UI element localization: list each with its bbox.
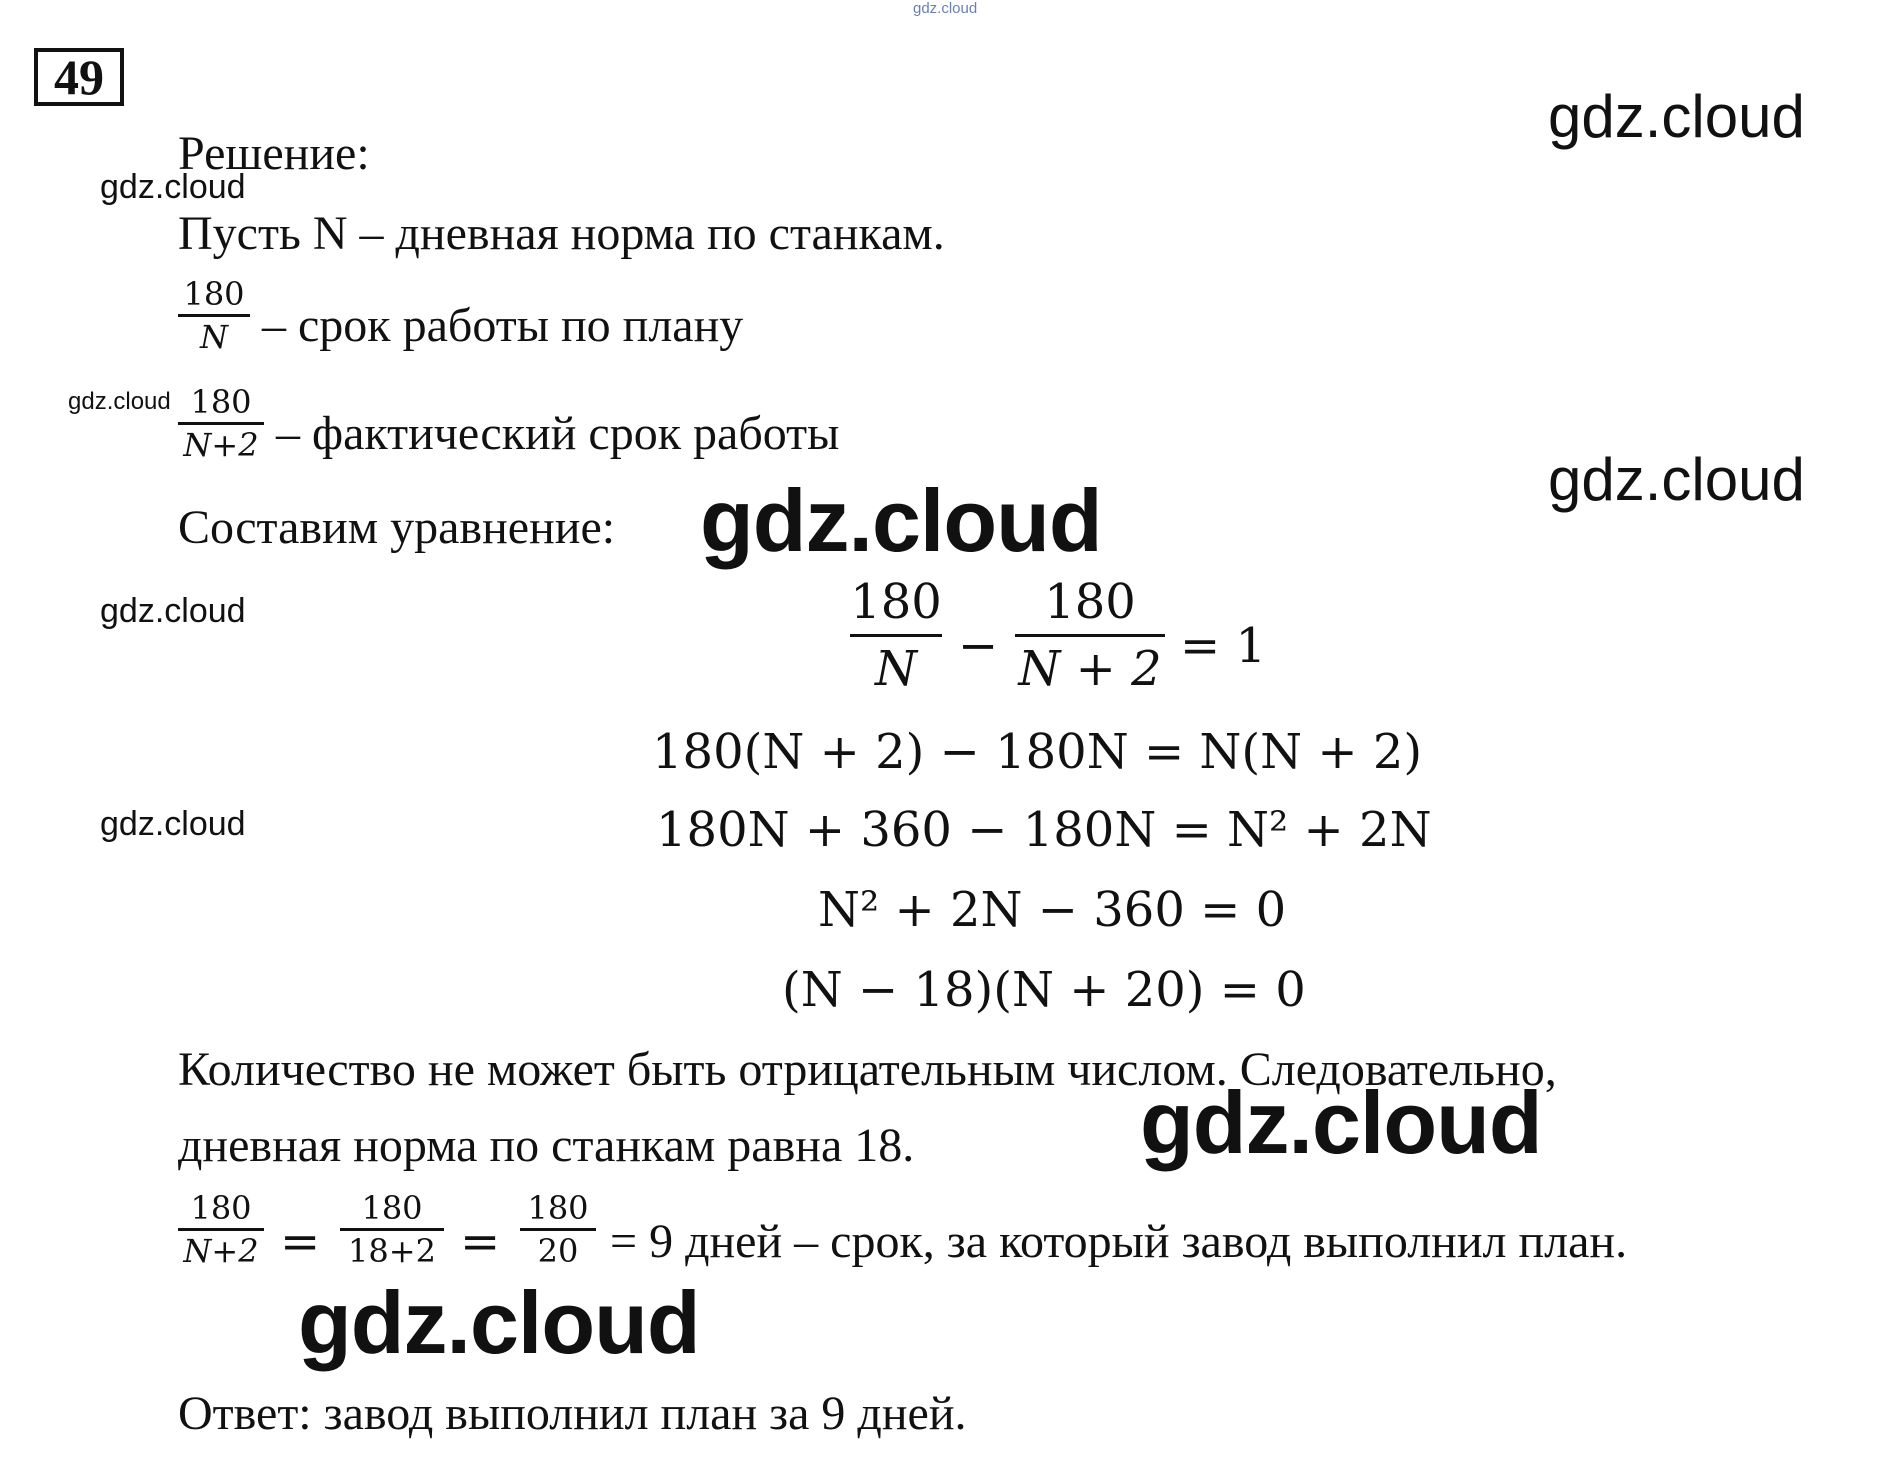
fraction-numerator: 180 <box>183 275 245 313</box>
fraction-bar <box>178 422 264 425</box>
final-result-text: = 9 дней – срок, за который завод выполнил план. <box>610 1215 1628 1268</box>
fraction-denominator: N + 2 <box>1018 641 1162 697</box>
fraction-plan <box>178 275 250 356</box>
watermark-top: gdz.cloud <box>913 0 978 17</box>
equation-fraction-1 <box>850 574 942 697</box>
fraction-numerator: 180 <box>190 383 252 421</box>
fraction-bar <box>850 634 942 637</box>
problem-number: 49 <box>34 48 124 106</box>
fraction-numerator: 180 <box>190 1189 252 1227</box>
equation-line-2: 180(N + 2) − 180N = N(N + 2) <box>652 724 1423 780</box>
equals-sign: = <box>460 1214 501 1270</box>
fraction-bar <box>178 314 250 317</box>
equation-line-3: 180N + 360 − 180N = N² + 2N <box>656 802 1432 858</box>
equation-line-5: (N − 18)(N + 20) = 0 <box>782 962 1306 1018</box>
fraction-bar <box>1015 634 1165 637</box>
conclusion-line-2: дневная норма по станкам равна 18. <box>178 1119 915 1172</box>
equals-sign: = <box>280 1214 321 1270</box>
watermark: gdz.cloud <box>68 388 171 415</box>
watermark: gdz.cloud <box>700 471 1102 570</box>
watermark: gdz.cloud <box>298 1273 700 1372</box>
compose-equation: Составим уравнение: <box>178 501 616 554</box>
watermark: gdz.cloud <box>100 592 246 630</box>
fraction-actual <box>178 383 264 464</box>
minus-sign: − <box>958 618 999 674</box>
final-fraction-2 <box>340 1189 444 1270</box>
let-statement: Пусть N – дневная норма по станкам. <box>178 207 945 260</box>
watermark: gdz.cloud <box>100 168 246 206</box>
watermark: gdz.cloud <box>1548 446 1805 513</box>
fraction-denominator: N+2 <box>183 426 259 464</box>
fraction-numerator: 180 <box>1044 574 1136 630</box>
solution-heading: Решение: <box>178 127 370 180</box>
watermark: gdz.cloud <box>1548 83 1805 150</box>
fraction-denominator: N <box>200 318 228 356</box>
plan-term-text: – срок работы по плану <box>262 299 744 352</box>
conclusion-line-1: Количество не может быть отрицательным числом. Следовательно, <box>178 1043 1557 1096</box>
fraction-bar <box>178 1228 264 1231</box>
actual-term-text: – фактический срок работы <box>276 407 840 460</box>
fraction-numerator: 180 <box>361 1189 423 1227</box>
equation-line-4: N² + 2N − 360 = 0 <box>818 882 1287 938</box>
fraction-bar <box>340 1228 444 1231</box>
watermark: gdz.cloud <box>1140 1073 1542 1172</box>
final-fraction-1 <box>178 1189 264 1270</box>
watermark: gdz.cloud <box>100 805 246 843</box>
fraction-numerator: 180 <box>850 574 942 630</box>
equation-rhs: = 1 <box>1180 618 1267 674</box>
answer: Ответ: завод выполнил план за 9 дней. <box>178 1387 967 1440</box>
equation-fraction-2 <box>1015 574 1165 697</box>
fraction-numerator: 180 <box>527 1189 589 1227</box>
fraction-denominator: 20 <box>537 1232 579 1270</box>
final-fraction-3 <box>520 1189 596 1270</box>
fraction-denominator: 18+2 <box>348 1232 436 1270</box>
fraction-bar <box>520 1228 596 1231</box>
fraction-denominator: N+2 <box>183 1232 259 1270</box>
fraction-denominator: N <box>875 641 917 697</box>
